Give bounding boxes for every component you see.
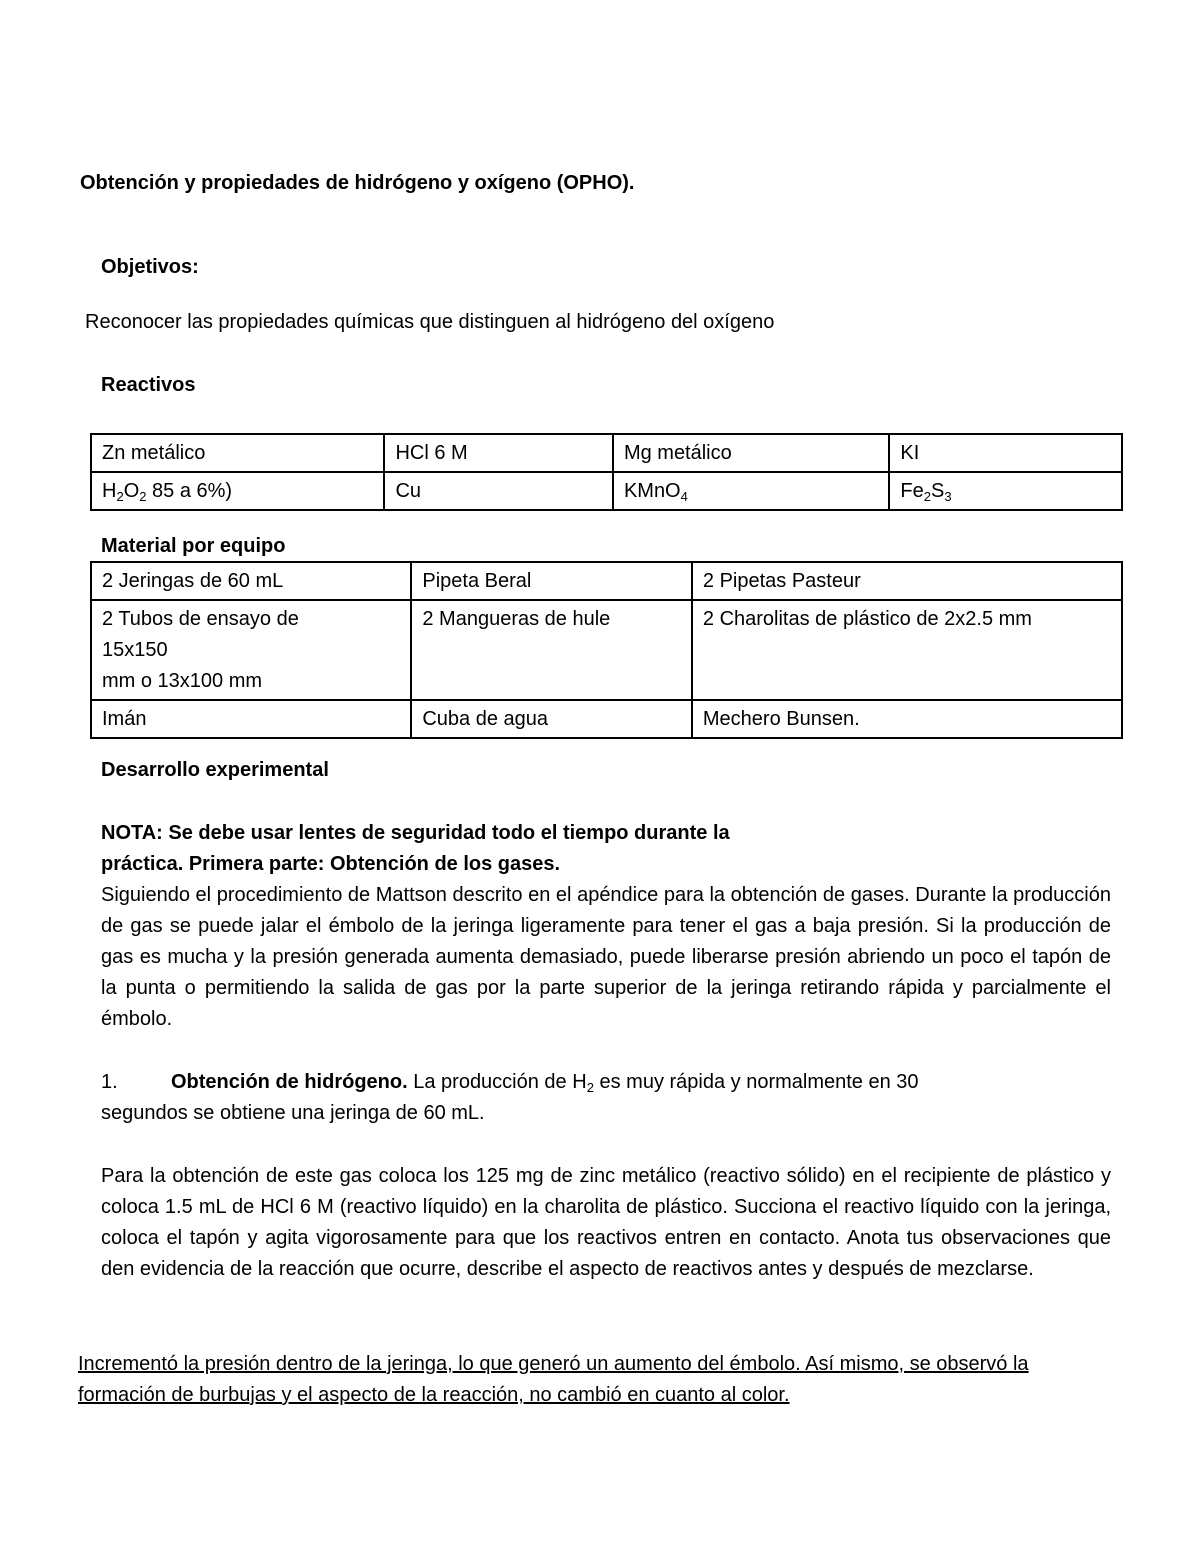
table-cell: 2 Mangueras de hule xyxy=(411,600,692,700)
table-cell: 2 Pipetas Pasteur xyxy=(692,562,1122,600)
nota-line-2: práctica. Primera parte: Obtención de los gases. xyxy=(101,853,561,875)
table-row xyxy=(91,600,1122,700)
objetivos-heading: Objetivos: xyxy=(101,256,199,278)
item-line-2: segundos se obtiene una jeringa de 60 mL. xyxy=(101,1102,485,1124)
table-cell: KI xyxy=(889,434,1122,472)
objetivos-text: Reconocer las propiedades químicas que distinguen al hidrógeno del oxígeno xyxy=(85,311,775,333)
table-cell: 2 Jeringas de 60 mL xyxy=(91,562,411,600)
nota-line-1: NOTA: Se debe usar lentes de seguridad todo el tiempo durante la xyxy=(101,822,730,844)
reactivos-heading: Reactivos xyxy=(101,374,196,396)
item-title: Obtención de hidrógeno. xyxy=(171,1071,408,1093)
table-cell: HCl 6 M xyxy=(384,434,613,472)
procedure-paragraph: Para la obtención de este gas coloca los 125 mg de zinc metálico (reactivo sólido) en el recipiente de plástico y coloca 1.5 mL de HCl 6 M (reactivo líquido) en la charolita de plástico. Succiona el reactivo líquido con la jeringa, coloca el tapón y agita vigorosamente para que los reactivos entren en contacto. Anota tus observaciones que den evidencia de la reacción que ocurre, describe el aspecto de reactivos antes y después de mezclarse. xyxy=(101,1165,1111,1280)
table-cell: Cu xyxy=(384,472,613,510)
desarrollo-heading: Desarrollo experimental xyxy=(101,759,329,781)
answer-text: Incrementó la presión dentro de la jeringa, lo que generó un aumento del émbolo. Así mismo, se observó la formación de burbujas y el aspecto de la reacción, no cambió en cuanto al color. xyxy=(78,1353,1029,1406)
table-row xyxy=(91,700,1122,738)
table-cell: Pipeta Beral xyxy=(411,562,692,600)
table-cell-kmno4: KMnO$_4$ xyxy=(613,472,889,510)
table-cell: Imán xyxy=(91,700,411,738)
table-row xyxy=(91,472,1122,510)
table-cell-tubos: 2 Tubos de ensayo de 15x150 mm o 13x100 mm xyxy=(91,600,411,700)
desarrollo-paragraph: Siguiendo el procedimiento de Mattson descrito en el apéndice para la obtención de gases. Durante la producción de gas se puede jalar el émbolo de la jeringa ligeramente para tener el gas a baja presión. Si la producción de gas es mucha y la presión generada aumenta demasiado, puede liberarse presión abriendo un poco el tapón de la punta o permitiendo la salida de gas por la parte superior de la jeringa retirando rápida y parcialmente el émbolo. xyxy=(101,884,1111,1030)
table-cell: Cuba de agua xyxy=(411,700,692,738)
table-row xyxy=(91,434,1122,472)
table-cell: 2 Charolitas de plástico de 2x2.5 mm xyxy=(692,600,1122,700)
item-obtencion-hidrogeno: 1. Obtención de hidrógeno. La producción de $H_2$ es muy rápida y normalmente en 30 segundos se obtiene una jeringa de 60 mL. xyxy=(101,1067,1111,1129)
list-number: 1. xyxy=(101,1071,118,1093)
reactivos-table xyxy=(90,433,1123,511)
page-title: Obtención y propiedades de hidrógeno y oxígeno (OPHO). xyxy=(80,172,635,194)
table-cell: Zn metálico xyxy=(91,434,384,472)
material-heading: Material por equipo xyxy=(101,535,286,557)
table-cell: Mg metálico xyxy=(613,434,889,472)
table-cell: Mechero Bunsen. xyxy=(692,700,1122,738)
material-table xyxy=(90,561,1123,739)
table-cell-h2o2: $H_2O_2$ 85 a 6%) xyxy=(91,472,384,510)
table-cell-fe2s3: $Fe_2S_3$ xyxy=(889,472,1122,510)
table-row xyxy=(91,562,1122,600)
